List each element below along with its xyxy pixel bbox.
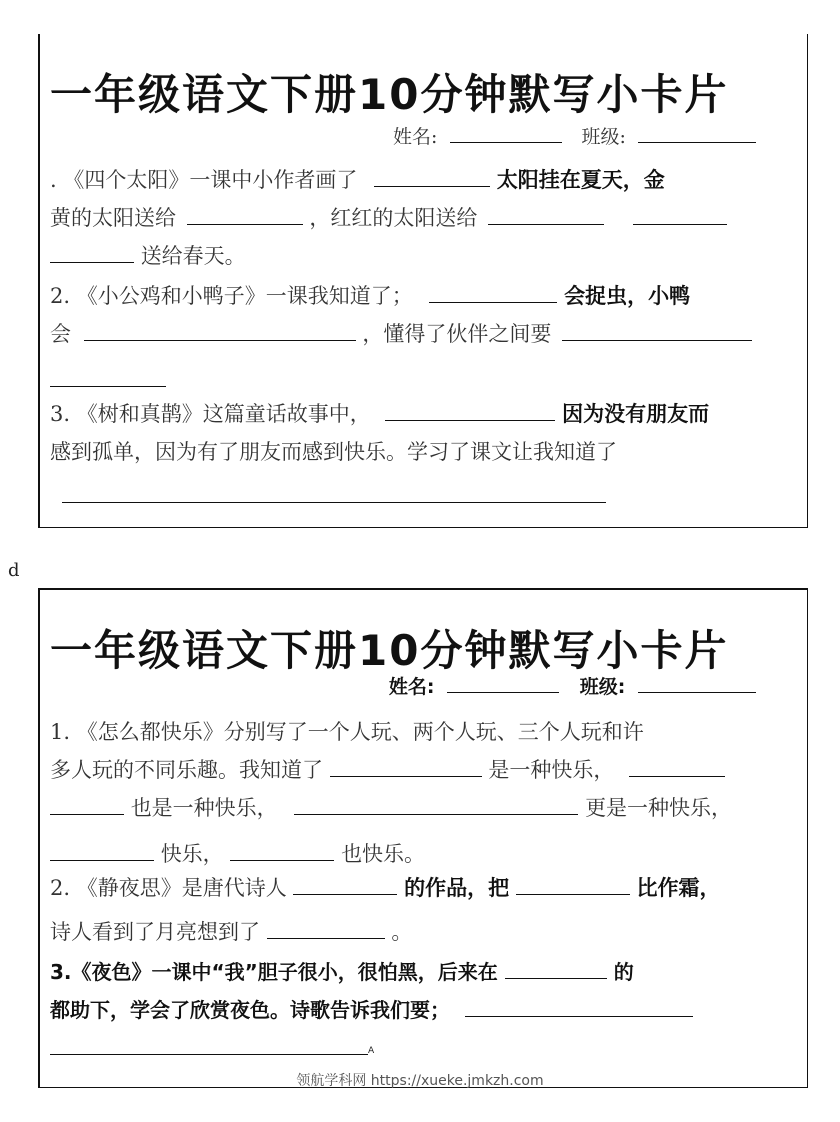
question-2-line-1	[50, 280, 690, 310]
question-text-bold: 会捉虫，小鸭	[564, 284, 691, 308]
question-text: 更是一种快乐，	[585, 796, 733, 820]
name-class-row	[393, 122, 756, 149]
answer-blank[interactable]	[465, 998, 693, 1017]
question-text: 诗人看到了月亮想到了	[50, 920, 260, 944]
answer-blank[interactable]	[330, 758, 482, 777]
name-label: 姓名:	[393, 126, 438, 148]
question-text: 快乐，	[160, 842, 224, 866]
question-text-bold: 太阳挂在夏天，金	[496, 168, 665, 192]
name-blank[interactable]	[450, 124, 562, 143]
question-1-line-3	[50, 240, 246, 270]
class-label: 班级:	[581, 126, 626, 148]
answer-blank[interactable]	[294, 796, 578, 815]
question-text: 送给春天。	[140, 244, 246, 268]
question-3-line-2	[50, 436, 617, 466]
card-title: 一年级语文下册10分钟默写小卡片	[50, 70, 729, 119]
name-label: 姓名:	[388, 676, 435, 698]
question-2-line-2	[50, 318, 752, 348]
answer-blank[interactable]	[293, 876, 397, 895]
answer-blank[interactable]	[374, 168, 490, 187]
question-text-bold: 因为没有朋友而	[562, 402, 710, 426]
question-text: 。	[391, 920, 413, 944]
question-text-bold: 的	[613, 960, 634, 984]
question-text-bold: 3.《夜色》一课中“我”胆子很小，很怕黑，后来在	[50, 960, 498, 984]
question-text: 也是一种快乐，	[130, 796, 278, 820]
class-blank[interactable]	[638, 674, 756, 693]
answer-blank[interactable]	[84, 322, 356, 341]
answer-blank[interactable]	[488, 206, 604, 225]
question-text: 2. 《小公鸡和小鸭子》一课我知道了；	[50, 284, 413, 308]
question-1-line-1	[50, 164, 665, 194]
class-label: 班级:	[579, 676, 626, 698]
answer-blank[interactable]	[50, 1054, 368, 1055]
question-text: ，懂得了伙伴之间要	[362, 322, 552, 346]
question-1-line-1	[50, 716, 644, 746]
card-right-border	[807, 34, 809, 528]
answer-blank[interactable]	[230, 842, 334, 861]
question-text: ，红红的太阳送给	[309, 206, 478, 230]
question-3-line-2	[50, 994, 693, 1023]
answer-blank[interactable]	[267, 920, 385, 939]
answer-blank[interactable]	[187, 206, 303, 225]
question-text: 黄的太阳送给	[50, 206, 176, 230]
answer-blank[interactable]	[429, 284, 557, 303]
class-blank[interactable]	[638, 124, 756, 143]
question-text: 是一种快乐，	[488, 758, 615, 782]
card-right-border	[807, 588, 809, 1088]
answer-blank[interactable]	[385, 402, 555, 421]
question-1-line-3	[50, 792, 732, 822]
question-text-bold: 都助下，学会了欣赏夜色。诗歌告诉我们要；	[50, 998, 450, 1022]
question-text: 多人玩的不同乐趣。我知道了	[50, 758, 323, 782]
dictation-card-1	[38, 34, 808, 528]
question-text-bold: 的作品，把	[404, 876, 510, 900]
footer-watermark: 领航学科网 https://xueke.jmkzh.com	[296, 1073, 544, 1089]
name-class-row	[389, 672, 756, 699]
stray-character: d	[8, 560, 20, 581]
question-text: . 《四个太阳》一课中小作者画了	[50, 168, 358, 192]
question-text: 2. 《静夜思》是唐代诗人	[50, 876, 287, 900]
question-1-line-2	[50, 202, 727, 232]
card-left-border	[38, 34, 40, 528]
answer-blank[interactable]	[50, 386, 166, 387]
question-text-bold: 比作霜，	[636, 876, 721, 900]
question-1-line-2	[50, 754, 725, 784]
question-text: 感到孤单，因为有了朋友而感到快乐。学习了课文让我知道了	[50, 440, 617, 464]
question-text: 1. 《怎么都快乐》分别写了一个人玩、两个人玩、三个人玩和许	[50, 720, 644, 744]
answer-blank[interactable]	[562, 322, 752, 341]
card-left-border	[38, 588, 40, 1088]
answer-blank[interactable]	[62, 502, 606, 503]
question-text: 也快乐。	[341, 842, 426, 866]
card-top-border	[38, 588, 808, 590]
answer-blank[interactable]	[629, 758, 725, 777]
answer-blank[interactable]	[633, 206, 727, 225]
question-text: 3. 《树和真鹊》这篇童话故事中，	[50, 402, 371, 426]
answer-blank[interactable]	[516, 876, 630, 895]
question-text: 会	[50, 322, 71, 346]
answer-blank[interactable]	[505, 960, 607, 979]
question-3-line-1	[50, 398, 709, 428]
card-bottom-border	[38, 527, 808, 529]
answer-blank[interactable]	[50, 796, 124, 815]
question-2-line-1	[50, 872, 720, 902]
answer-blank[interactable]	[50, 842, 154, 861]
answer-blank[interactable]	[50, 244, 134, 263]
question-2-line-2	[50, 916, 412, 946]
tail-mark: A	[368, 1046, 375, 1056]
card-title: 一年级语文下册10分钟默写小卡片	[50, 626, 729, 675]
question-3-line-1	[50, 956, 634, 985]
question-1-line-4	[50, 838, 425, 868]
name-blank[interactable]	[447, 674, 559, 693]
dictation-card-2	[38, 588, 808, 1088]
